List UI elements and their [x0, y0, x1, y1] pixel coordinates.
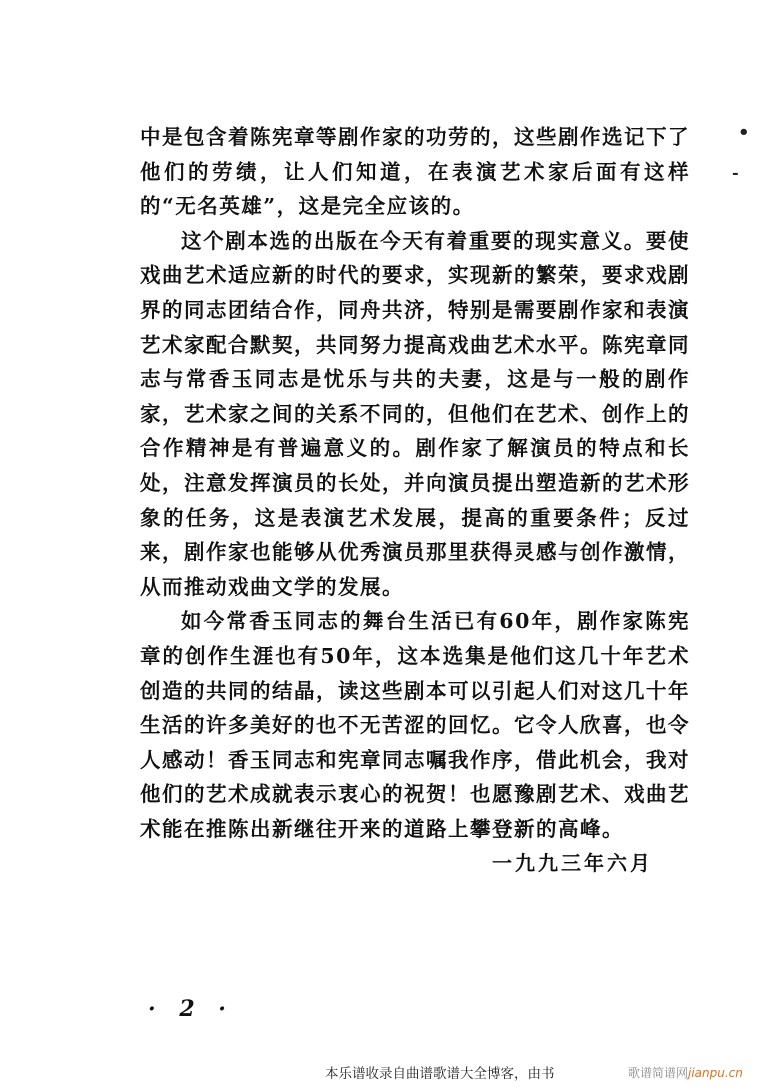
body-text: [140, 120, 690, 846]
margin-dot-mark: •: [738, 122, 750, 143]
source-watermark: 本乐谱收录自曲谱歌谱大全博客，由书: [325, 1066, 555, 1082]
site-logo-mark: [628, 1064, 743, 1081]
paragraph-1: 中是包含着陈宪章等剧作家的功劳的，这些剧作选记下了他们的劳绩，让人们知道，在表演艺术家后面有这样的“无名英雄”，这是完全应该的。: [140, 125, 690, 219]
paragraph-2: 这个剧本选的出版在今天有着重要的现实意义。要使戏曲艺术适应新的时代的要求，实现新的繁荣，要求戏剧界的同志团结合作，同舟共济，特别是需要剧作家和表演艺术家配合默契，共同努力提高戏曲艺术水平。陈宪章同志与常香玉同志是忧乐与共的夫妻，这是与一般的剧作家，艺术家之间的关系不同的，但他们在艺术、创作上的合作精神是有普遍意义的。剧作家了解演员的特点和长处，注意发挥演员的长处，并向演员提出塑造新的艺术形象的任务，这是表演艺术发展，提高的重要条件；反过来，剧作家也能够从优秀演员那里获得灵感与创作激情，从而推动戏曲文学的发展。: [140, 228, 690, 599]
site-name: 歌谱简谱网: [628, 1066, 689, 1080]
site-url: jianpu.cn: [688, 1066, 743, 1080]
page-number: · 2 ·: [148, 996, 234, 1022]
paragraph-3: 如今常香玉同志的舞台生活已有60年，剧作家陈宪章的创作生涯也有50年，这本选集是他们这几十年艺术创造的共同的结晶，读这些剧本可以引起人们对这几十年生活的许多美好的也不无苦涩的回忆。它令人欣喜，也令人感动！香玉同志和宪章同志嘱我作序，借此机会，我对他们的艺术成就表示衷心的祝贺！也愿豫剧艺术、戏曲艺术能在推陈出新继往开来的道路上攀登新的高峰。: [140, 609, 690, 841]
date-signature: 一九九三年六月: [492, 851, 653, 875]
margin-dash-mark: -: [732, 163, 739, 182]
